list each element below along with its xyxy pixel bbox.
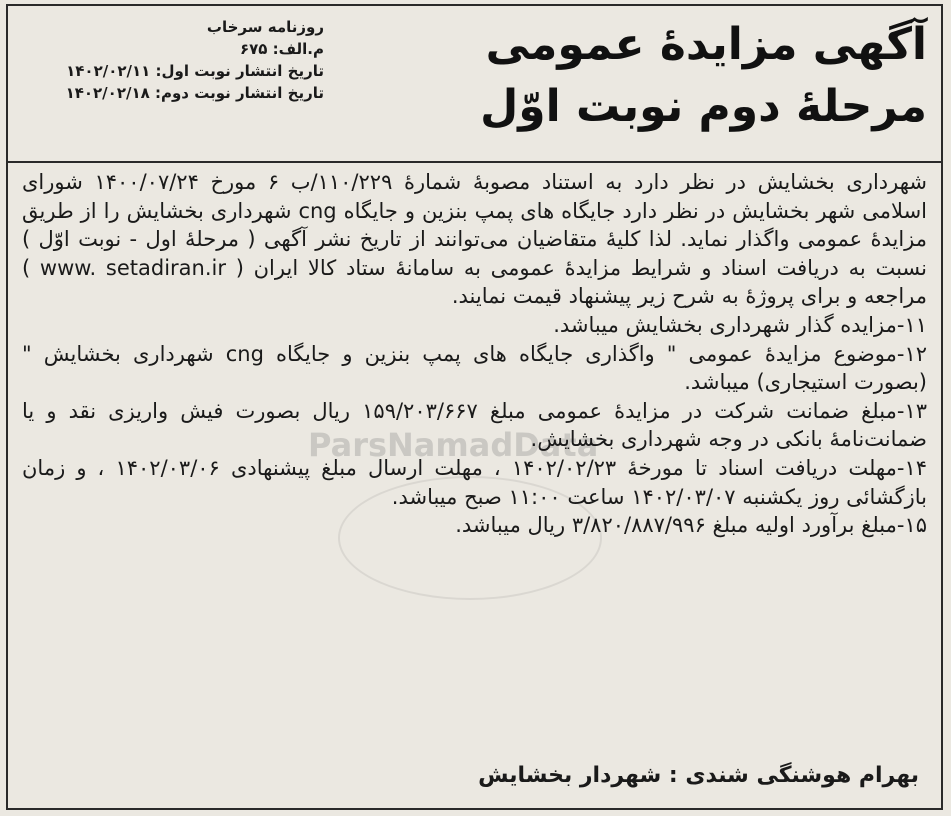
item-15: ۱۵-مبلغ برآورد اولیه مبلغ ۳/۸۲۰/۸۸۷/۹۹۶ ریال میباشد. [455, 513, 927, 538]
ad-title [480, 14, 927, 138]
second-publish-date: تاریخ انتشار نوبت دوم: ۱۴۰۲/۰۲/۱۸ [65, 84, 324, 102]
newspaper-name: روزنامه سرخاب [206, 18, 324, 36]
publication-meta [24, 16, 324, 104]
signature-line: بهرام هوشنگی شندی : شهردار بخشایش [478, 763, 919, 788]
ad-frame [6, 4, 943, 810]
notice-code: م.الف: ۶۷۵ [239, 40, 324, 58]
title-line-2: مرحلهٔ دوم نوبت اوّل [480, 81, 927, 132]
title-line-1: آگهی مزایدهٔ عمومی [485, 19, 927, 70]
watermark-text: ParsNamadData [308, 426, 599, 464]
item-12: ۱۲-موضوع مزایدهٔ عمومی " واگذاری جایگاه های پمپ بنزین و جایگاه cng شهرداری بخشایش " (بصورت استیجاری) میباشد. [22, 341, 927, 395]
item-14: ۱۴-مهلت دریافت اسناد تا مورخهٔ ۱۴۰۲/۰۲/۲۳ ، مهلت ارسال مبلغ پیشنهادی ۱۴۰۲/۰۳/۰۶ ، و زمان بازگشائی روز یکشنبه ۱۴۰۲/۰۳/۰۷ ساعت ۱۱:۰۰ صبح میباشد. [22, 455, 927, 509]
item-13: ۱۳-مبلغ ضمانت شرکت در مزایدهٔ عمومی مبلغ ۱۵۹/۲۰۳/۶۶۷ ریال بصورت فیش واریزی نقد و یا ضمانت‌نامهٔ بانکی در وجه شهرداری بخشایش. [22, 398, 927, 452]
ad-header [8, 6, 941, 163]
first-publish-date: تاریخ انتشار نوبت اول: ۱۴۰۲/۰۲/۱۱ [66, 62, 324, 80]
item-11: ۱۱-مزایده گذار شهرداری بخشایش میباشد. [553, 312, 927, 337]
ad-body [22, 168, 927, 540]
intro-paragraph: شهرداری بخشایش در نظر دارد به استناد مصوبهٔ شمارهٔ ۱۱۰/۲۲۹/ب ۶ مورخ ۱۴۰۰/۰۷/۲۴ شورای اسلامی شهر بخشایش در نظر دارد جایگاه های پمپ بنزین و جایگاه cng شهرداری بخشایش را از طریق مزایدهٔ عمومی واگذار نماید. لذا کلیهٔ متقاضیان می‌توانند از تاریخ نشر آگهی ( مرحلهٔ اول - نوبت اوّل ) نسبت به دریافت اسناد و شرایط مزایدهٔ عمومی به سامانهٔ ستاد کالا ایران ( www. setadiran.ir ) مراجعه و برای پروژهٔ به شرح زیر پیشنهاد قیمت نمایند. [22, 170, 927, 309]
